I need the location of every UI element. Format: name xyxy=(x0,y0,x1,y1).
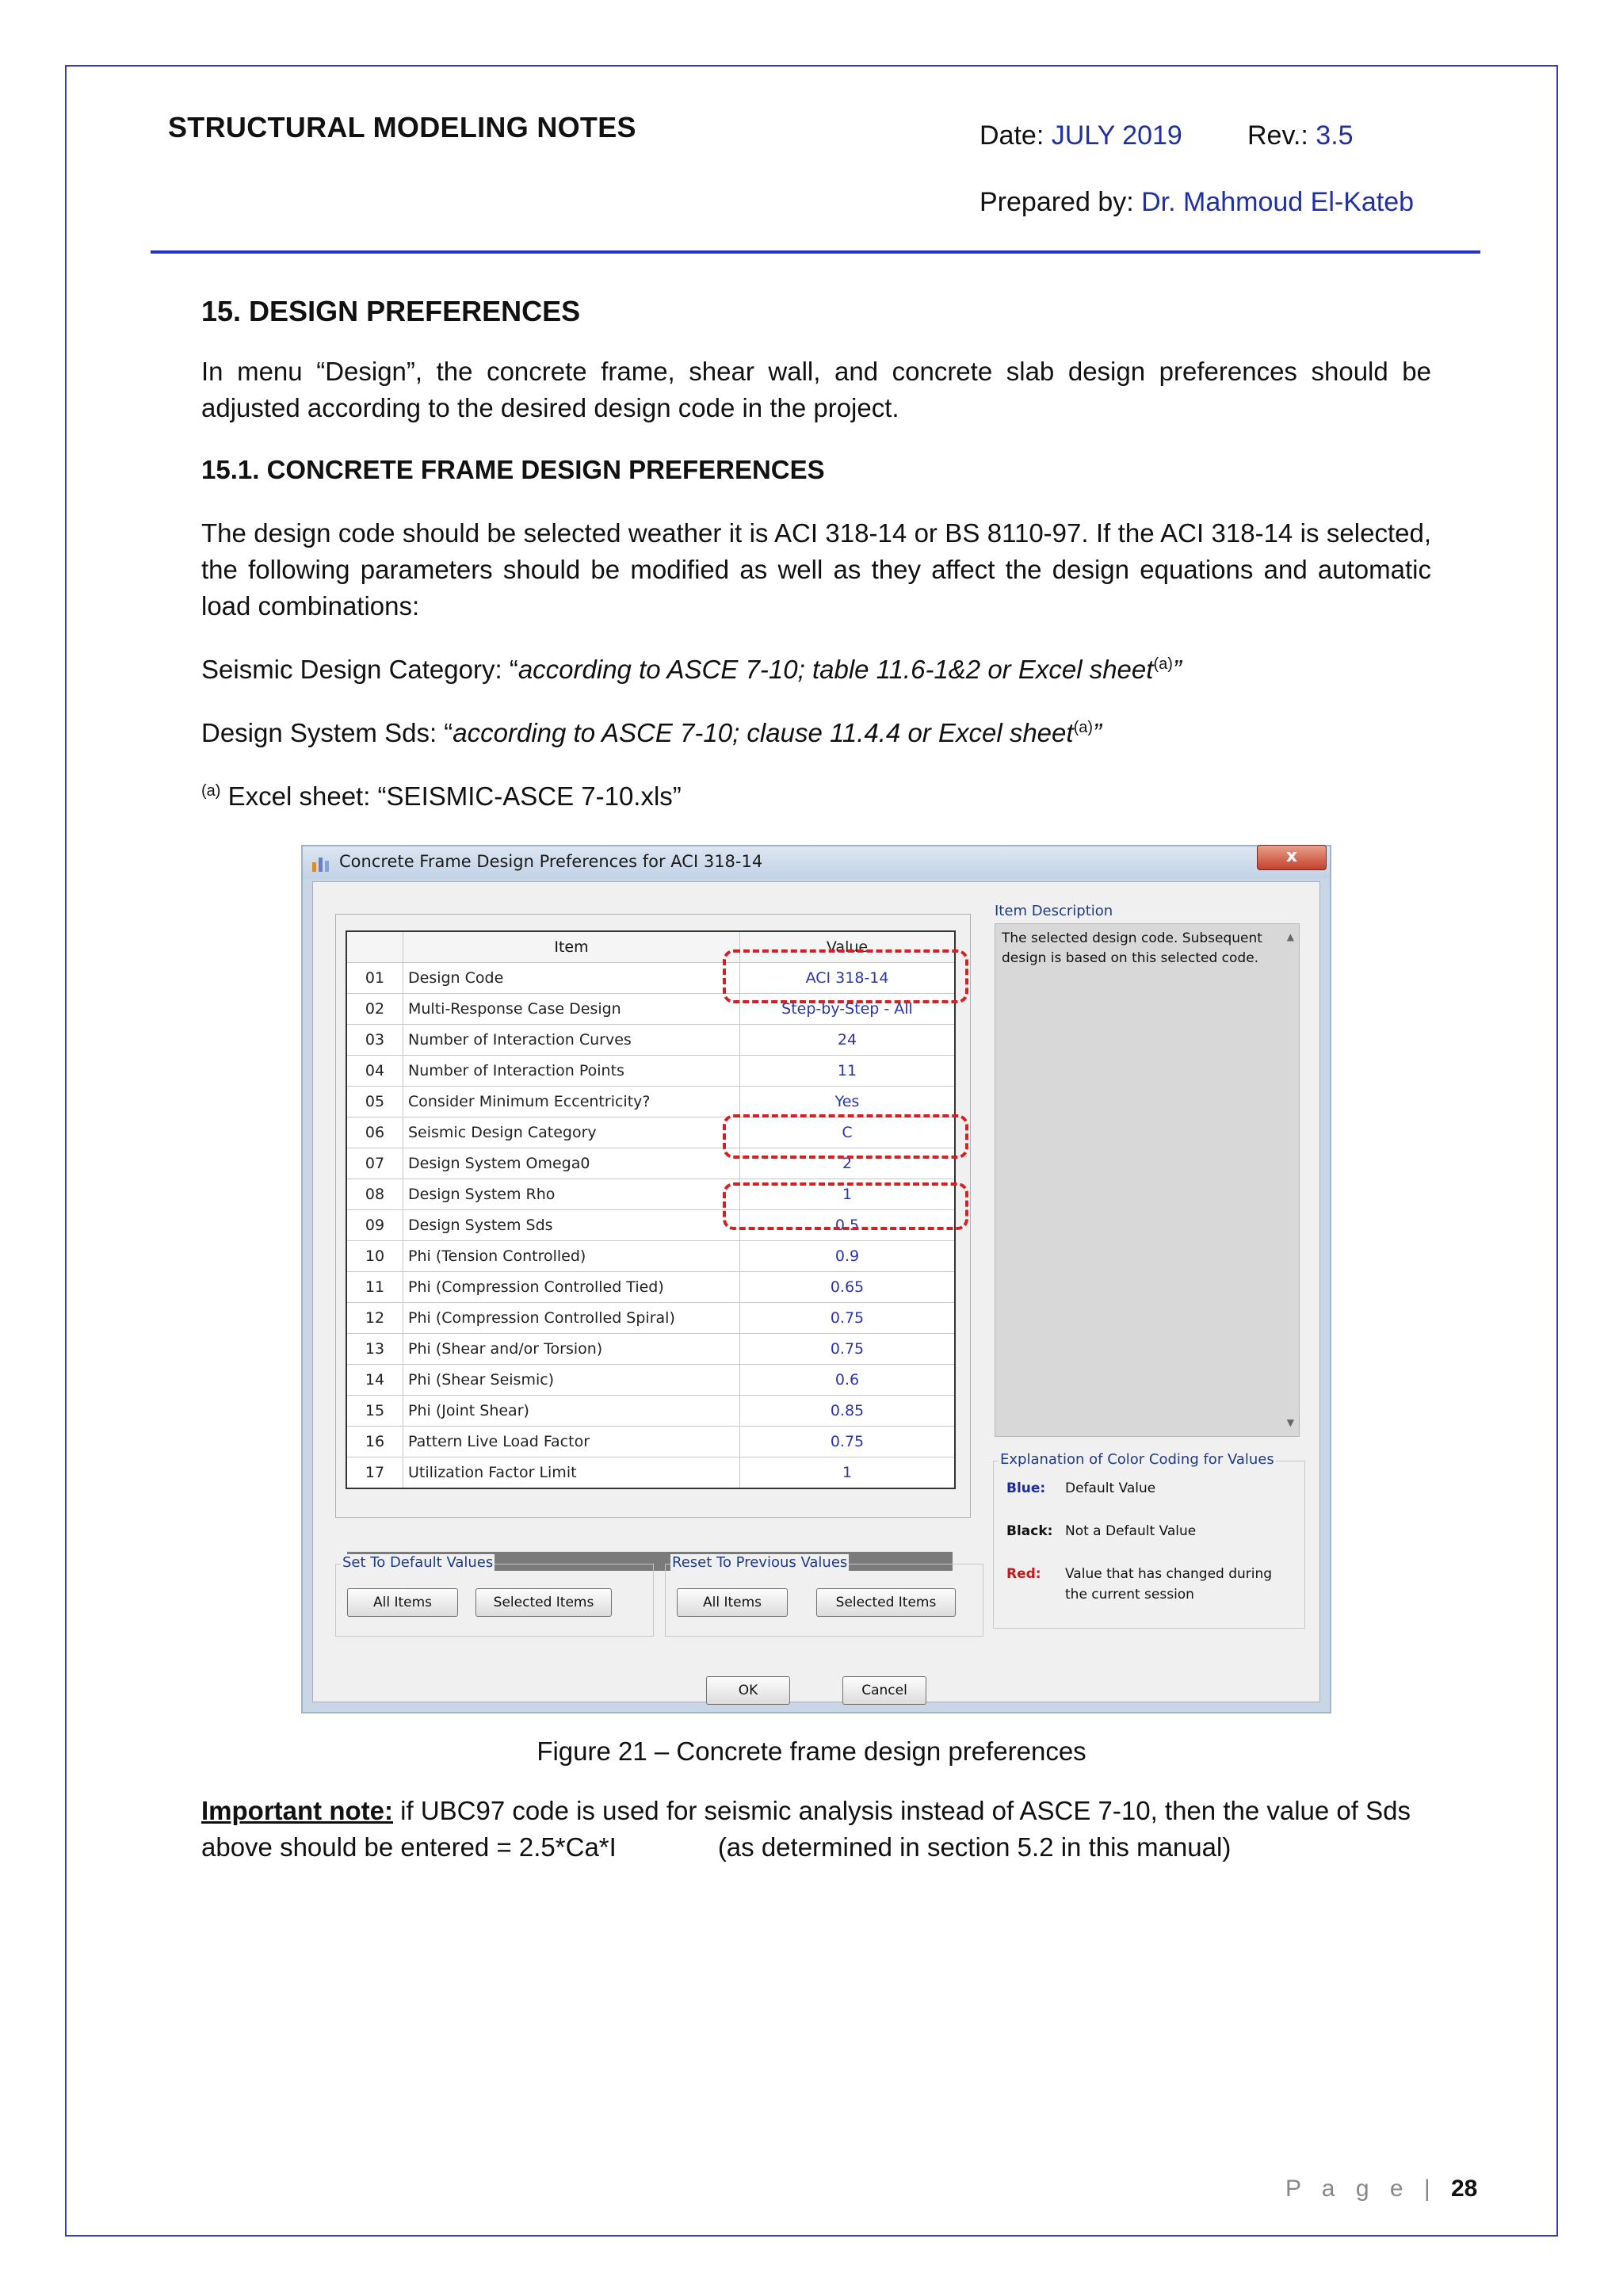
footnote-mark: (a) xyxy=(201,782,221,800)
prepared-by-line xyxy=(980,187,1414,218)
row-number: 07 xyxy=(346,1148,403,1179)
footnote-mark: (a) xyxy=(1153,655,1173,673)
row-number: 15 xyxy=(346,1396,403,1427)
cancel-button[interactable]: Cancel xyxy=(842,1676,926,1705)
row-number: 14 xyxy=(346,1365,403,1396)
row-item: Utilization Factor Limit xyxy=(403,1457,740,1489)
footnote-mark: (a) xyxy=(1073,719,1094,736)
note-reference: (as determined in section 5.2 in this manual) xyxy=(717,1832,1232,1862)
table-row[interactable] xyxy=(346,1303,955,1334)
table-row[interactable] xyxy=(346,1334,955,1365)
sds-label: Design System Sds: “ xyxy=(201,718,453,747)
footnote xyxy=(201,781,682,812)
color-red-text: Value that has changed during xyxy=(1065,1566,1273,1582)
row-number: 13 xyxy=(346,1334,403,1365)
row-number: 03 xyxy=(346,1025,403,1056)
row-number: 05 xyxy=(346,1087,403,1117)
row-value[interactable]: Step-by-Step - All xyxy=(740,994,956,1025)
reset-previous-group xyxy=(665,1554,983,1637)
row-item: Seismic Design Category xyxy=(403,1117,740,1148)
dialog-body xyxy=(312,881,1320,1702)
seismic-category-line xyxy=(201,655,1182,685)
row-item: Phi (Tension Controlled) xyxy=(403,1241,740,1272)
row-number: 09 xyxy=(346,1210,403,1241)
row-value[interactable]: C xyxy=(740,1117,956,1148)
table-row[interactable] xyxy=(346,1272,955,1303)
row-item: Phi (Compression Controlled Tied) xyxy=(403,1272,740,1303)
intro-paragraph: In menu “Design”, the concrete frame, shear wall, and concrete slab design preferences should be adjusted according to the desired design code in the project. xyxy=(201,357,1431,422)
color-blue-row xyxy=(1006,1480,1155,1496)
color-black-key: Black: xyxy=(1006,1523,1053,1539)
row-number: 06 xyxy=(346,1117,403,1148)
highlight-design-code xyxy=(723,949,968,1003)
revision-line xyxy=(1247,120,1354,151)
color-red-row-cont xyxy=(1065,1587,1194,1603)
highlight-seismic-category xyxy=(723,1114,968,1159)
author-name: Dr. Mahmoud El-Kateb xyxy=(1141,187,1415,217)
preferences-grid-panel xyxy=(335,914,971,1518)
default-selected-items-button[interactable]: Selected Items xyxy=(475,1588,612,1617)
row-item: Phi (Joint Shear) xyxy=(403,1396,740,1427)
reset-selected-items-button[interactable]: Selected Items xyxy=(816,1588,956,1617)
row-number: 02 xyxy=(346,994,403,1025)
document-title: STRUCTURAL MODELING NOTES xyxy=(168,111,636,143)
table-row[interactable] xyxy=(346,1457,955,1489)
design-sds-line xyxy=(201,718,1102,748)
date-label: Date: xyxy=(980,120,1044,151)
item-description-text: The selected design code. Subsequent design is based on this selected code. xyxy=(1002,930,1262,966)
color-red-key: Red: xyxy=(1006,1566,1041,1582)
subsection-heading: 15.1. CONCRETE FRAME DESIGN PREFERENCES xyxy=(201,455,825,484)
color-coding-group xyxy=(993,1451,1305,1629)
row-value[interactable]: 11 xyxy=(740,1056,956,1087)
table-row[interactable] xyxy=(346,1365,955,1396)
revision-label: Rev.: xyxy=(1247,120,1308,151)
item-description-label: Item Description xyxy=(995,903,1113,919)
highlight-design-sds xyxy=(723,1182,968,1230)
sdc-value: according to ASCE 7-10; table 11.6-1&2 or Excel sheet xyxy=(517,655,1154,684)
color-black-row xyxy=(1006,1523,1196,1539)
row-number: 16 xyxy=(346,1427,403,1457)
color-black-text: Not a Default Value xyxy=(1065,1523,1197,1539)
row-number: 11 xyxy=(346,1272,403,1303)
color-red-text-2: the current session xyxy=(1065,1587,1194,1603)
default-all-items-button[interactable]: All Items xyxy=(347,1588,458,1617)
footnote-text: Excel sheet: “SEISMIC-ASCE 7-10.xls” xyxy=(227,781,682,811)
section-heading: 15. DESIGN PREFERENCES xyxy=(201,295,581,327)
row-item: Design Code xyxy=(403,963,740,994)
row-value[interactable]: 1 xyxy=(740,1457,956,1489)
row-item: Number of Interaction Points xyxy=(403,1056,740,1087)
note-label: Important note: xyxy=(201,1796,393,1825)
reset-previous-label: Reset To Previous Values xyxy=(672,1554,848,1571)
design-preferences-dialog xyxy=(301,845,1331,1713)
row-value[interactable]: 0.75 xyxy=(740,1303,956,1334)
table-row[interactable] xyxy=(346,1241,955,1272)
scroll-up-icon[interactable]: ▲ xyxy=(1286,931,1294,942)
row-value[interactable]: Yes xyxy=(740,1087,956,1117)
column-header-value: Value xyxy=(740,931,956,963)
row-item: Consider Minimum Eccentricity? xyxy=(403,1087,740,1117)
row-value[interactable]: 1 xyxy=(740,1179,956,1210)
important-note xyxy=(201,1793,1431,1866)
quote-close: ” xyxy=(1172,655,1182,684)
table-row[interactable] xyxy=(346,1396,955,1427)
dialog-title: Concrete Frame Design Preferences for ACI 318-14 xyxy=(339,852,763,871)
table-row[interactable] xyxy=(346,1025,955,1056)
row-item: Phi (Shear Seismic) xyxy=(403,1365,740,1396)
row-item: Number of Interaction Curves xyxy=(403,1025,740,1056)
body-paragraph: The design code should be selected weather it is ACI 318-14 or BS 8110-97. If the ACI 318-14 is selected, the following parameters should be modified as well as they affect the design equations and automatic load combinations: xyxy=(201,518,1431,621)
color-blue-key: Blue: xyxy=(1006,1480,1046,1496)
quote-close: ” xyxy=(1093,718,1102,747)
row-item: Multi-Response Case Design xyxy=(403,994,740,1025)
ok-button[interactable]: OK xyxy=(706,1676,790,1705)
row-number: 04 xyxy=(346,1056,403,1087)
app-icon xyxy=(311,854,333,872)
page-label: P a g e xyxy=(1285,2176,1411,2202)
scroll-down-icon[interactable]: ▼ xyxy=(1286,1417,1294,1428)
row-value[interactable]: 2 xyxy=(740,1148,956,1179)
row-value[interactable]: 0.5 xyxy=(740,1210,956,1241)
row-value[interactable]: 0.65 xyxy=(740,1272,956,1303)
row-value[interactable]: 0.85 xyxy=(740,1396,956,1427)
revision-value: 3.5 xyxy=(1316,120,1354,151)
page-footer: P a g e | 28 xyxy=(1285,2176,1478,2202)
row-number: 10 xyxy=(346,1241,403,1272)
row-item: Pattern Live Load Factor xyxy=(403,1427,740,1457)
page-number: 28 xyxy=(1451,2176,1478,2202)
date-line xyxy=(980,120,1182,151)
item-description-box xyxy=(995,923,1300,1437)
prepared-by-label: Prepared by: xyxy=(980,187,1134,217)
column-header-number xyxy=(346,931,403,963)
row-value[interactable]: ACI 318-14 xyxy=(740,963,956,994)
row-value[interactable]: 24 xyxy=(740,1025,956,1056)
row-value[interactable]: 0.6 xyxy=(740,1365,956,1396)
row-item: Design System Omega0 xyxy=(403,1148,740,1179)
color-red-row xyxy=(1006,1566,1272,1582)
note-text: if UBC97 code is used for seismic analysis instead of ASCE 7-10, then the value of Sds above should be entered = 2.5*Ca*I xyxy=(201,1796,1411,1862)
row-item: Design System Rho xyxy=(403,1179,740,1210)
color-coding-label: Explanation of Color Coding for Values xyxy=(1000,1451,1274,1468)
row-number: 17 xyxy=(346,1457,403,1489)
row-number: 08 xyxy=(346,1179,403,1210)
date-value: JULY 2019 xyxy=(1051,120,1182,151)
row-value[interactable]: 0.75 xyxy=(740,1427,956,1457)
row-number: 12 xyxy=(346,1303,403,1334)
set-default-group xyxy=(335,1554,654,1637)
row-item: Phi (Shear and/or Torsion) xyxy=(403,1334,740,1365)
row-number: 01 xyxy=(346,963,403,994)
header-divider xyxy=(151,250,1480,254)
set-default-label: Set To Default Values xyxy=(342,1554,494,1571)
color-blue-text: Default Value xyxy=(1065,1480,1156,1496)
figure-caption: Figure 21 – Concrete frame design preferences xyxy=(537,1736,1086,1766)
column-header-item: Item xyxy=(403,931,740,963)
row-item: Phi (Compression Controlled Spiral) xyxy=(403,1303,740,1334)
table-row[interactable] xyxy=(346,1087,955,1117)
row-value[interactable]: 0.75 xyxy=(740,1334,956,1365)
table-row[interactable] xyxy=(346,1427,955,1457)
table-row[interactable] xyxy=(346,1056,955,1087)
close-button[interactable]: x xyxy=(1257,845,1327,870)
reset-all-items-button[interactable]: All Items xyxy=(677,1588,788,1617)
sds-value: according to ASCE 7-10; clause 11.4.4 or Excel sheet xyxy=(453,718,1074,747)
sdc-label: Seismic Design Category: “ xyxy=(201,655,518,684)
row-value[interactable]: 0.9 xyxy=(740,1241,956,1272)
dialog-titlebar xyxy=(303,846,1330,878)
row-item: Design System Sds xyxy=(403,1210,740,1241)
